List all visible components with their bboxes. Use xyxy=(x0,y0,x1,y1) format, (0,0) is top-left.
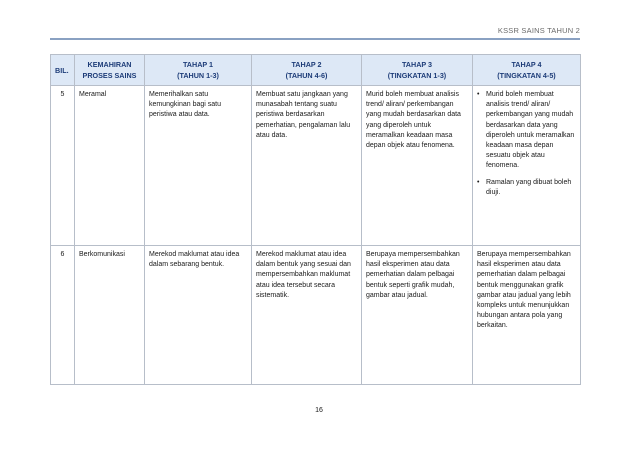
row-kemahiran: Meramal xyxy=(75,86,145,246)
row-bil: 6 xyxy=(51,246,75,385)
column-header-kemahiran: KEMAHIRAN PROSES SAINS xyxy=(75,55,145,86)
bullet-item: • Ramalan yang dibuat boleh diuji. xyxy=(477,178,576,198)
proses-sains-table xyxy=(50,54,581,385)
tahap-4-bullet-list xyxy=(477,90,576,198)
table-header-row xyxy=(51,55,581,86)
row-bil: 5 xyxy=(51,86,75,246)
row-tahap-1: Merekod maklumat atau idea dalam sebarang bentuk. xyxy=(145,246,252,385)
column-header-tahap-2: TAHAP 2 (TAHUN 4-6) xyxy=(252,55,362,86)
row-tahap-2: Membuat satu jangkaan yang munasabah tentang suatu peristiwa berdasarkan pemerhatian, pengalaman lalu atau data. xyxy=(252,86,362,246)
page-number: 16 xyxy=(315,407,323,414)
header-rule xyxy=(50,38,580,40)
row-kemahiran: Berkomunikasi xyxy=(75,246,145,385)
row-tahap-3: Berupaya mempersembahkan hasil eksperimen atau data pemerhatian dalam pelbagai bentuk seperti grafik mudah, gambar atau jadual. xyxy=(362,246,473,385)
column-header-tahap-1: TAHAP 1 (TAHUN 1-3) xyxy=(145,55,252,86)
row-tahap-4 xyxy=(473,86,581,246)
table-row-meramal xyxy=(51,86,581,246)
column-header-tahap-3: TAHAP 3 (TINGKATAN 1-3) xyxy=(362,55,473,86)
table-row-berkomunikasi xyxy=(51,246,581,385)
running-header-title: KSSR SAINS TAHUN 2 xyxy=(497,26,580,35)
column-header-tahap-4: TAHAP 4 (TINGKATAN 4-5) xyxy=(473,55,581,86)
bullet-item: • Murid boleh membuat analisis trend/ aliran/ perkembangan yang mudah berdasarkan data yang diperoleh untuk meramalkan keadaan masa depan sesuatu objek atau fenomena. xyxy=(477,90,576,172)
row-tahap-2: Merekod maklumat atau idea dalam bentuk yang sesuai dan mempersembahkan maklumat atau idea tersebut secara sistematik. xyxy=(252,246,362,385)
row-tahap-1: Memerihalkan satu kemungkinan bagi satu peristiwa atau data. xyxy=(145,86,252,246)
row-tahap-3: Murid boleh membuat analisis trend/ aliran/ perkembangan yang mudah berdasarkan data yang diperoleh untuk meramalkan keadaan masa depan objek atau fenomena. xyxy=(362,86,473,246)
row-tahap-4: Berupaya mempersembahkan hasil eksperimen atau data pemerhatian dalam pelbagai bentuk menggunakan grafik gambar atau jadual yang lebih kompleks untuk menunjukkan hubungan antara pola yang berkaitan. xyxy=(473,246,581,385)
column-header-bil: BIL. xyxy=(51,55,75,86)
